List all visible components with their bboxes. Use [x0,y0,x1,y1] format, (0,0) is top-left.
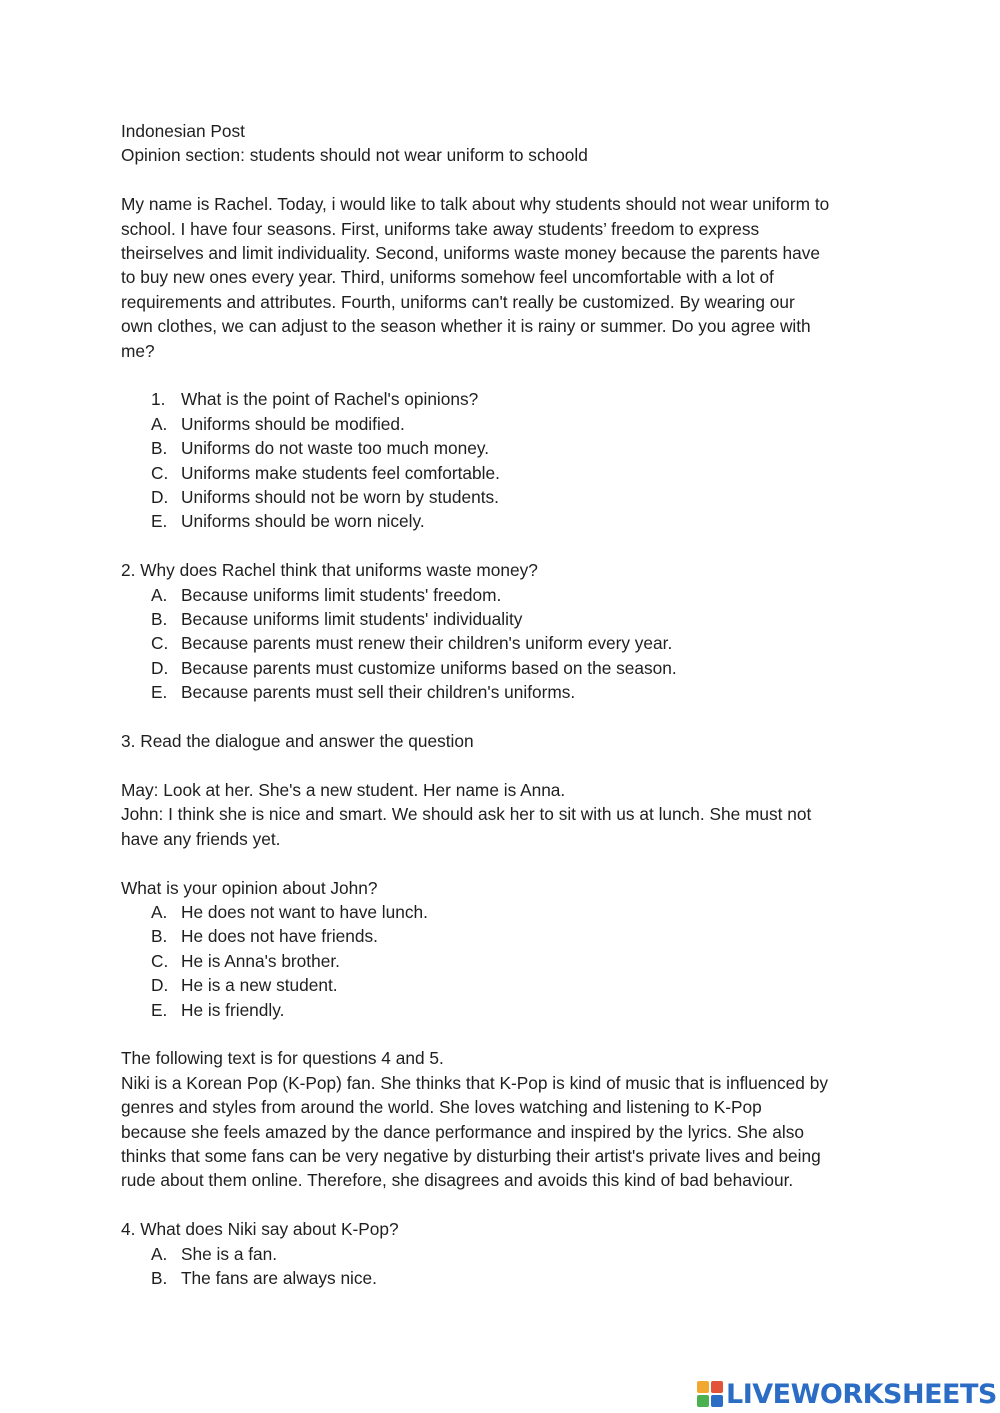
question-1-prompt [121,387,891,411]
passage-niki [121,1046,891,1192]
section-subtitle: Opinion section: students should not wear uniform to schoold [121,145,588,166]
passage-line: genres and styles from around the world. She loves watching and listening to K-Pop [121,1097,762,1118]
answer-option[interactable]: A. He does not want to have lunch. [151,901,428,922]
dialogue-line: John: I think she is nice and smart. We should ask her to sit with us at lunch. She must not [121,804,812,825]
question-3 [121,729,891,1022]
dialogue-line: have any friends yet. [121,828,281,849]
answer-option[interactable]: B. Uniforms do not waste too much money. [151,438,489,459]
brand-name: LIVEWORKSHEETS [726,1378,997,1410]
question-text: What is the point of Rachel's opinions? [181,389,479,410]
question-1 [121,387,891,533]
passage-rachel [121,192,891,363]
question-text: What is your opinion about John? [121,877,378,898]
logo-square [697,1381,709,1393]
answer-option[interactable]: D. He is a new student. [151,975,338,996]
passage-line: to buy new ones every year. Third, uniforms somehow feel uncomfortable with a lot of [121,267,774,288]
question-4 [121,1217,891,1290]
answer-option[interactable]: A. Because uniforms limit students' freedom. [151,584,502,605]
passage-line: me? [121,340,155,361]
answer-option[interactable]: E. Uniforms should be worn nicely. [151,511,425,532]
answer-option[interactable]: C. Because parents must renew their children's uniform every year. [151,633,673,654]
answer-option[interactable]: A. She is a fan. [151,1243,278,1264]
question-text: 4. What does Niki say about K-Pop? [121,1219,399,1240]
passage-line: Niki is a Korean Pop (K-Pop) fan. She thinks that K-Pop is kind of music that is influenced by [121,1072,828,1093]
passage-line: requirements and attributes. Fourth, uniforms can't really be customized. By wearing our [121,291,795,312]
passage-line: because she feels amazed by the dance performance and inspired by the lyrics. She also [121,1121,805,1142]
logo-square [711,1381,723,1393]
passage-line: My name is Rachel. Today, i would like to talk about why students should not wear uniform to [121,194,830,215]
answer-option[interactable]: B. The fans are always nice. [151,1267,377,1288]
passage-intro: The following text is for questions 4 and 5. [121,1048,444,1069]
answer-option[interactable]: B. He does not have friends. [151,926,378,947]
logo-square [711,1395,723,1407]
question-instruction: 3. Read the dialogue and answer the question [121,731,474,752]
newspaper-title: Indonesian Post [121,121,245,141]
passage-line: thinks that some fans can be very negative by disturbing their artist's private lives and being [121,1145,821,1166]
passage-line: own clothes, we can adjust to the season whether it is rainy or summer. Do you agree with [121,316,811,337]
dialogue-line: May: Look at her. She's a new student. Her name is Anna. [121,779,566,800]
answer-option[interactable]: B. Because uniforms limit students' individuality [151,609,523,630]
answer-option[interactable]: A. Uniforms should be modified. [151,413,405,434]
answer-option[interactable]: C. He is Anna's brother. [151,950,340,971]
answer-option[interactable]: E. Because parents must sell their children's uniforms. [151,682,576,703]
logo-square [697,1395,709,1407]
question-number: 1. [151,389,166,410]
answer-option[interactable]: E. He is friendly. [151,999,285,1020]
answer-option[interactable]: C. Uniforms make students feel comfortable. [151,462,500,483]
question-2 [121,558,891,704]
liveworksheets-brand[interactable] [697,1377,997,1411]
question-text: 2. Why does Rachel think that uniforms waste money? [121,560,538,581]
passage-line: school. I have four seasons. First, uniforms take away students’ freedom to express [121,218,760,239]
liveworksheets-logo-icon [697,1381,723,1407]
worksheet-page [121,119,891,1290]
passage-line: rude about them online. Therefore, she disagrees and avoids this kind of bad behaviour. [121,1170,794,1191]
answer-option[interactable]: D. Uniforms should not be worn by students. [151,487,499,508]
answer-option[interactable]: D. Because parents must customize uniforms based on the season. [151,657,677,678]
passage-line: theirselves and limit individuality. Second, uniforms waste money because the parents have [121,243,820,264]
